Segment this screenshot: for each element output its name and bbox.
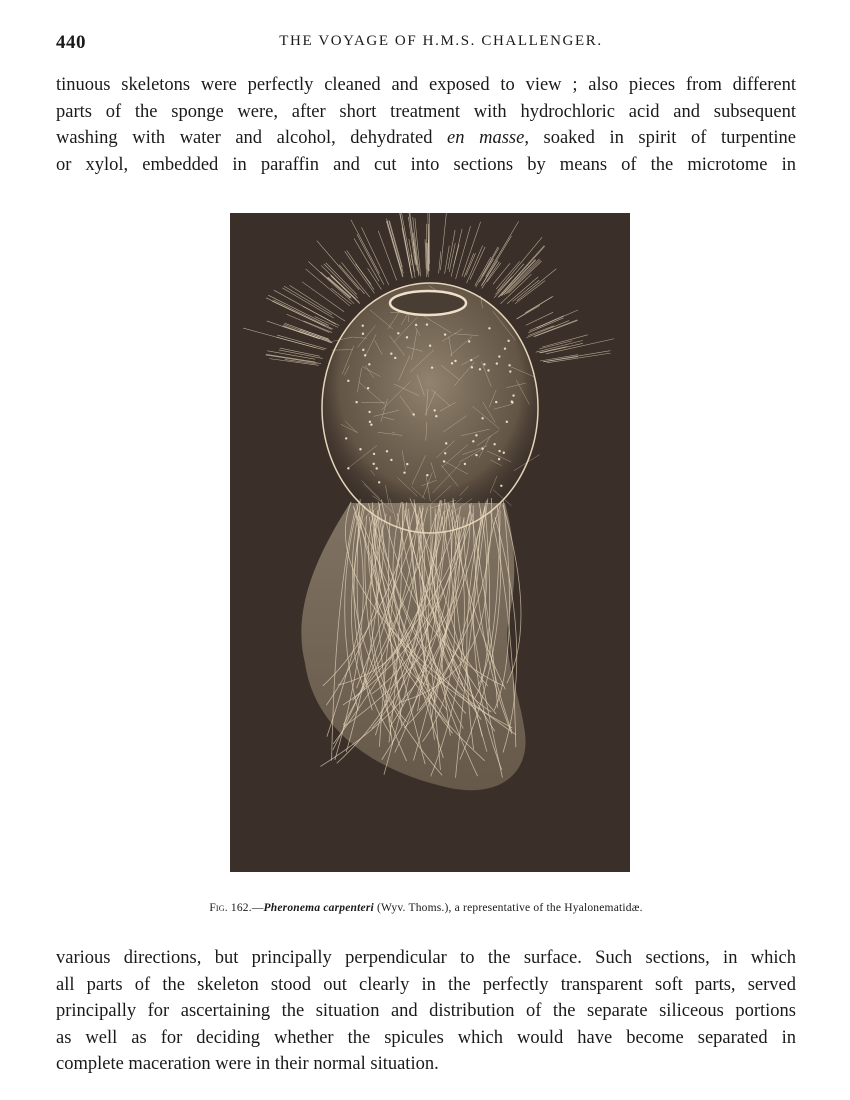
spicule-star (487, 369, 489, 371)
spicule-star (434, 409, 436, 411)
spicule (386, 221, 402, 277)
spicule (512, 280, 539, 301)
spicule-star (390, 459, 392, 461)
caption-text: (Wyv. Thoms.), a representative of the Hyalonematidæ. (373, 902, 643, 914)
spicule (456, 226, 471, 279)
spicule-star (364, 354, 366, 356)
spicule-star (369, 421, 371, 423)
paragraph-line: as well as for deciding whether the spicules which would have become separated in (56, 1027, 796, 1048)
spicule-star (368, 363, 370, 365)
spicule (280, 348, 320, 356)
spicule-star (373, 463, 375, 465)
spicule (268, 295, 329, 325)
sponge-illustration (230, 213, 630, 872)
spicule (276, 337, 324, 350)
spicule-star (472, 440, 474, 442)
spicule (499, 246, 545, 297)
spicule-star (445, 442, 447, 444)
spicule-star (355, 401, 357, 403)
spicule-star (390, 352, 392, 354)
sponge-drawing (230, 213, 630, 872)
running-head: THE VOYAGE OF H.M.S. CHALLENGER. (279, 33, 603, 49)
spicule (401, 213, 411, 266)
spicule (440, 213, 447, 270)
spicule-star (503, 452, 505, 454)
spicule (324, 264, 358, 298)
spicule (341, 262, 369, 297)
spicule-star (406, 336, 408, 338)
spicule-star (454, 360, 456, 362)
spicule (482, 262, 500, 289)
spicule-star (511, 401, 513, 403)
spicule-star (373, 453, 375, 455)
figure-label: Fig. 162.— (209, 902, 264, 914)
spicule-star (426, 323, 428, 325)
paragraph-bottom (56, 945, 796, 1078)
spicule (451, 229, 462, 277)
spicule-star (481, 448, 483, 450)
spicule-star (367, 387, 369, 389)
spicule-star (444, 452, 446, 454)
spicule (354, 239, 379, 282)
spicule-star (403, 471, 405, 473)
spicule (357, 234, 384, 284)
paragraph-line: or xylol, embedded in paraffin and cut into sections by means of the microtome in (56, 154, 796, 175)
spicule-star (359, 448, 361, 450)
spicule-star (362, 333, 364, 335)
spicule (482, 236, 512, 285)
spicule (387, 219, 404, 277)
spicule-star (475, 454, 477, 456)
spicule (539, 347, 567, 353)
spicule-star (347, 467, 349, 469)
spicule-star (506, 421, 508, 423)
spicule-star (493, 443, 495, 445)
spicule (298, 331, 332, 342)
spicule-star (429, 345, 431, 347)
paragraph-line: various directions, but principally perpendicular to the surface. Such sections, in which (56, 948, 796, 968)
spicule (539, 341, 572, 349)
spicule-star (376, 467, 378, 469)
sponge-body (322, 283, 538, 533)
spicule-star (443, 460, 445, 462)
page-number: 440 (56, 32, 86, 53)
spicule-star (470, 359, 472, 361)
spicule-star (435, 415, 437, 417)
figure-caption (56, 902, 796, 914)
spicule-star (378, 481, 380, 483)
paragraph-line: tinuous skeletons were perfectly cleaned and exposed to view ; also pieces from different (56, 75, 796, 95)
paragraph-line: parts of the sponge were, after short treatment with hydrochloric acid and subsequent (56, 101, 796, 122)
spicule-star (509, 370, 511, 372)
spicule-star (498, 450, 500, 452)
paragraph-line: all parts of the skeleton stood out clearly in the perfectly transparent soft parts, served (56, 974, 796, 995)
spicule (351, 220, 380, 274)
spicule (362, 227, 389, 285)
spicule (462, 222, 481, 276)
spicule (356, 264, 372, 285)
spicule (498, 246, 544, 298)
spicule-star (504, 347, 506, 349)
spicule-star (362, 325, 364, 327)
page-header (56, 30, 796, 58)
spicule (328, 277, 351, 297)
text-segment: washing with water and alcohol, dehydrated (56, 128, 433, 148)
paragraph-line-with-italic (56, 125, 796, 152)
spicule-star (507, 340, 509, 342)
spicule (299, 330, 330, 341)
spicule (493, 263, 510, 284)
spicule-star (498, 458, 500, 460)
spicule-star (481, 417, 483, 419)
italic-phrase: en masse (447, 128, 525, 148)
text-segment: , soaked in spirit of turpentine (524, 128, 797, 148)
paragraph-top (56, 72, 796, 178)
spicule-star (406, 463, 408, 465)
spicule-star (479, 368, 481, 370)
paragraph-line: principally for ascertaining the situation and distribution of the separate siliceous portions (56, 1001, 796, 1021)
spicule-star (394, 357, 396, 359)
spicule-star (368, 411, 370, 413)
spicule-star (431, 366, 433, 368)
spicule-star (512, 394, 514, 396)
paragraph-line: complete maceration were in their normal situation. (56, 1054, 439, 1074)
spicule-star (397, 332, 399, 334)
spicule (541, 343, 583, 353)
spicule (467, 245, 483, 283)
spicule-star (426, 474, 428, 476)
spicule (526, 312, 553, 325)
spicule (535, 320, 578, 336)
spicule (547, 353, 611, 363)
spicule-star (347, 380, 349, 382)
spicule-star (412, 413, 414, 415)
spicule (378, 231, 396, 281)
spicule-star (464, 463, 466, 465)
spicule (282, 288, 333, 318)
spicule-star (495, 401, 497, 403)
spicule-star (496, 362, 498, 364)
spicule-star (444, 333, 446, 335)
species-name: Pheronema carpenteri (263, 902, 374, 914)
spicule-star (451, 362, 453, 364)
spicule-star (345, 437, 347, 439)
spicule-star (498, 355, 500, 357)
spicule (533, 320, 577, 337)
spicule (445, 246, 450, 274)
spicule (308, 262, 354, 304)
spicule (389, 221, 402, 268)
spicule-star (370, 423, 372, 425)
spicule-star (488, 327, 490, 329)
spicule (466, 253, 476, 275)
spicule (506, 260, 540, 294)
spicule-star (386, 450, 388, 452)
osculum (390, 291, 466, 315)
spicule-star (468, 340, 470, 342)
spicule-star (415, 324, 417, 326)
spicule-star (475, 434, 477, 436)
spicule-star (471, 366, 473, 368)
spicule-star (362, 349, 364, 351)
spicule-star (508, 364, 510, 366)
spicule-star (500, 485, 502, 487)
spicule (273, 300, 333, 329)
spicule-star (483, 363, 485, 365)
